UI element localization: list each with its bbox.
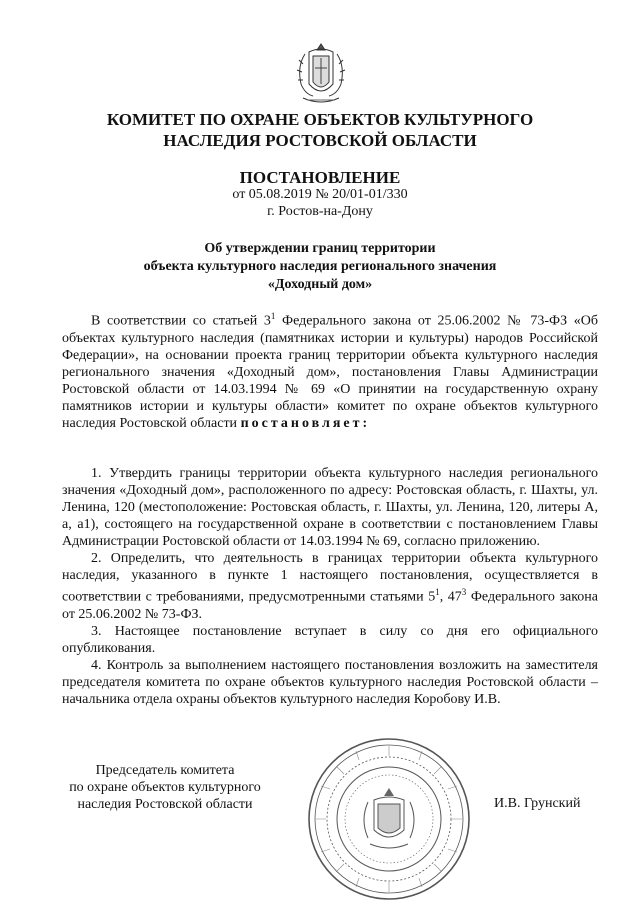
decree-items (62, 465, 598, 708)
subject-line1: Об утверждении границ территории (204, 241, 436, 256)
item2-text-1: 2. Определить, что деятельность в границах территории объекта культурного наследия, указанного в пункте 1 настоящего постановления, осуществляется в соответствии с требованиями, предусмотренными статьями 5 (62, 551, 598, 605)
preamble-text-1: В соответствии со статьей 3 (91, 313, 271, 329)
item2-sup-1: 1 (435, 587, 440, 597)
item2-sup-2: 3 (461, 587, 467, 597)
item2-text-3: Федерального закона от 25.06.2002 № 73-ФЗ. (62, 589, 599, 622)
signatory-name: И.В. Грунский (494, 796, 581, 811)
preamble-text-2: Федерального закона от 25.06.2002 № 73-ФЗ «Об объектах культурного наследия (памятниках истории и культуры) народов Российской Федерации», на основании проекта границ территории объекта культурного наследия регионального значения «Доходный дом», постановления Главы Администрации Ростовской области от 14.03.1994 № 69 «О принятии на государственную охрану памятников истории и культуры области» комитет по охране объектов культурного наследия Ростовской области (62, 313, 598, 431)
subject-line2: объекта культурного наследия регионального значения (143, 259, 497, 274)
decree-item-2 (62, 550, 598, 623)
decree-item-3: 3. Настоящее постановление вступает в силу со дня его официального опубликования. (62, 623, 598, 656)
preamble-sup: 1 (270, 311, 276, 321)
org-name-line2: НАСЛЕДИЯ РОСТОВСКОЙ ОБЛАСТИ (163, 131, 477, 150)
signatory-position (50, 762, 280, 813)
subject-line3: «Доходный дом» (267, 277, 373, 292)
decree-word: постановляет: (240, 415, 371, 431)
coat-of-arms-icon (291, 40, 351, 106)
document-date-number: от 05.08.2019 № 20/01-01/330 (232, 187, 408, 202)
signatory-line1: Председатель комитета (95, 763, 235, 778)
document-city: г. Ростов-на-Дону (267, 204, 373, 219)
signatory-line2: по охране объектов культурного (69, 780, 261, 795)
decree-item-4: 4. Контроль за выполнением настоящего постановления возложить на заместителя председателя комитета по охране объектов культурного наследия Ростовской области – начальника отдела охраны объектов культурного наследия Коробову И.В. (62, 657, 598, 707)
item2-text-2: , 47 (439, 589, 462, 605)
preamble-paragraph (62, 308, 598, 432)
org-name-line1: КОМИТЕТ ПО ОХРАНЕ ОБЪЕКТОВ КУЛЬТУРНОГО (106, 110, 534, 129)
document-type: ПОСТАНОВЛЕНИЕ (239, 168, 401, 187)
decree-item-1: 1. Утвердить границы территории объекта культурного наследия регионального значения «Доходный дом», расположенного по адресу: Ростовская область, г. Шахты, ул. Ленина, 120 (местоположение: Ростовская область, г. Шахты, ул. Ленина, 120, литеры А, а, а1), состоящего на государственной охране в соответствии с постановлением Главы Администрации Ростовской области от 14.03.1994 № 69, согласно приложению. (62, 466, 598, 549)
signatory-line3: наследия Ростовской области (77, 797, 253, 812)
official-seal-icon (306, 736, 472, 902)
